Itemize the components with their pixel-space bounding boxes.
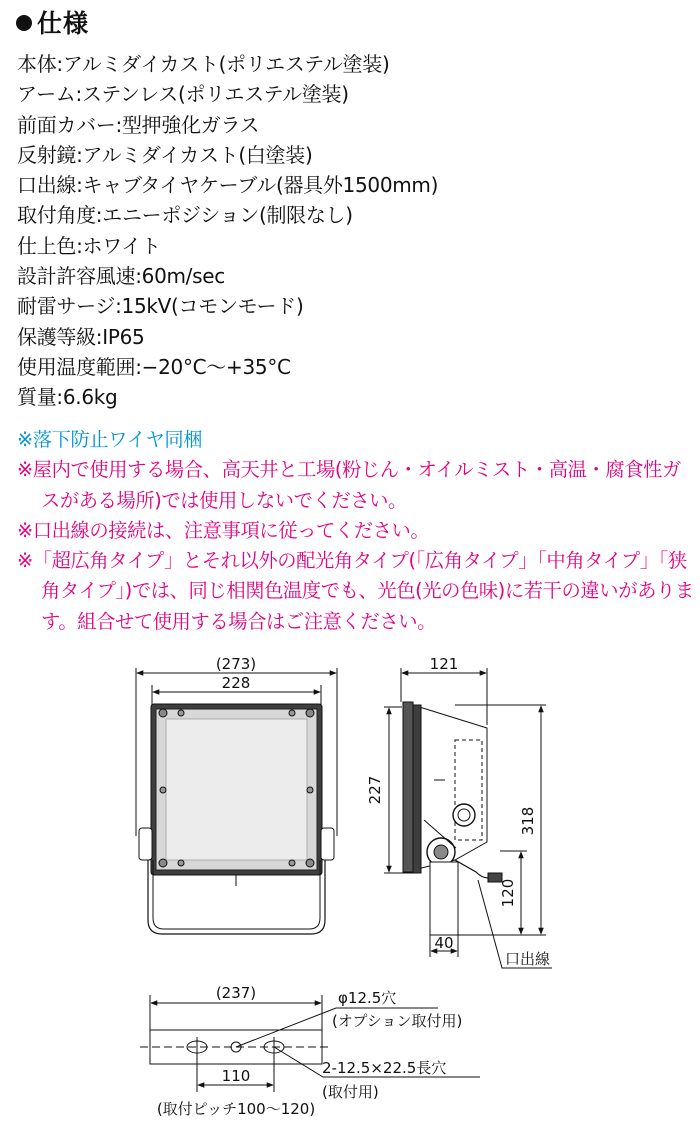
spec-item: 口出線:キャブタイヤケーブル(器具外1500mm): [17, 173, 439, 198]
dim-side-arm: 40: [434, 934, 454, 952]
label-slot-spec: 2-12.5×22.5長穴: [322, 1059, 447, 1077]
dim-side-depth: 121: [429, 655, 459, 673]
arm-plan-view: [140, 995, 480, 1092]
dim-arm-length: (237): [215, 984, 257, 1002]
notes-list: [17, 425, 697, 637]
dim-side-lower: 120: [499, 878, 517, 908]
spec-item: 仕上色:ホワイト: [17, 233, 161, 258]
spec-item: 本体:アルミダイカスト(ポリエステル塗装): [17, 52, 390, 76]
spec-item: アーム:ステンレス(ポリエステル塗装): [17, 82, 349, 107]
dimension-drawing: [0, 640, 700, 1135]
spec-heading: [16, 4, 89, 40]
spec-list: [17, 49, 438, 413]
spec-item: 耐雷サージ:15kV(コモンモード): [17, 294, 304, 319]
label-slot-note: (取付用): [322, 1083, 379, 1101]
note-item: ※落下防止ワイヤ同梱: [17, 428, 203, 451]
spec-heading-text: 仕様: [37, 9, 90, 38]
spec-item: 使用温度範囲:−20°C〜+35°C: [17, 354, 291, 379]
label-hole-small: φ12.5穴: [338, 989, 397, 1007]
spec-item: 質量:6.6kg: [17, 385, 118, 410]
dim-side-height: 227: [366, 775, 384, 805]
label-pitch-note: (取付ピッチ100〜120): [156, 1100, 316, 1118]
spec-item: 反射鏡:アルミダイカスト(白塗装): [17, 142, 313, 167]
dim-arm-pitch: 110: [221, 1067, 251, 1085]
front-view: [136, 668, 337, 934]
bullet-icon: [16, 15, 32, 31]
spec-item: 前面カバー:型押強化ガラス: [17, 112, 260, 137]
dim-front-width: 228: [221, 674, 251, 692]
note-item: ※口出線の接続は、注意事項に従ってください。: [17, 518, 430, 542]
spec-item: 保護等級:IP65: [17, 324, 145, 349]
label-cable: 口出線: [505, 950, 551, 968]
spec-item: 設計許容風速:60m/sec: [17, 264, 225, 289]
note-item: ※「超広角タイプ」とそれ以外の配光角タイプ(「広角タイプ」「中角タイプ」「狭角タイプ」)では、同じ相関色温度でも、光色(光の色味)に若干の違いがあります。組合せて使用する場合はご注意ください。: [17, 549, 694, 633]
dim-side-total: 318: [519, 806, 537, 836]
label-hole-small-note: (オプション取付用): [332, 1012, 463, 1030]
note-item: ※屋内で使用する場合、高天井と工場(粉じん・オイルミスト・高温・腐食性ガスがある場所)では使用しないでください。: [17, 458, 681, 512]
dim-front-overall: (273): [215, 655, 257, 673]
spec-item: 取付角度:エニーポジション(制限なし): [17, 203, 353, 228]
